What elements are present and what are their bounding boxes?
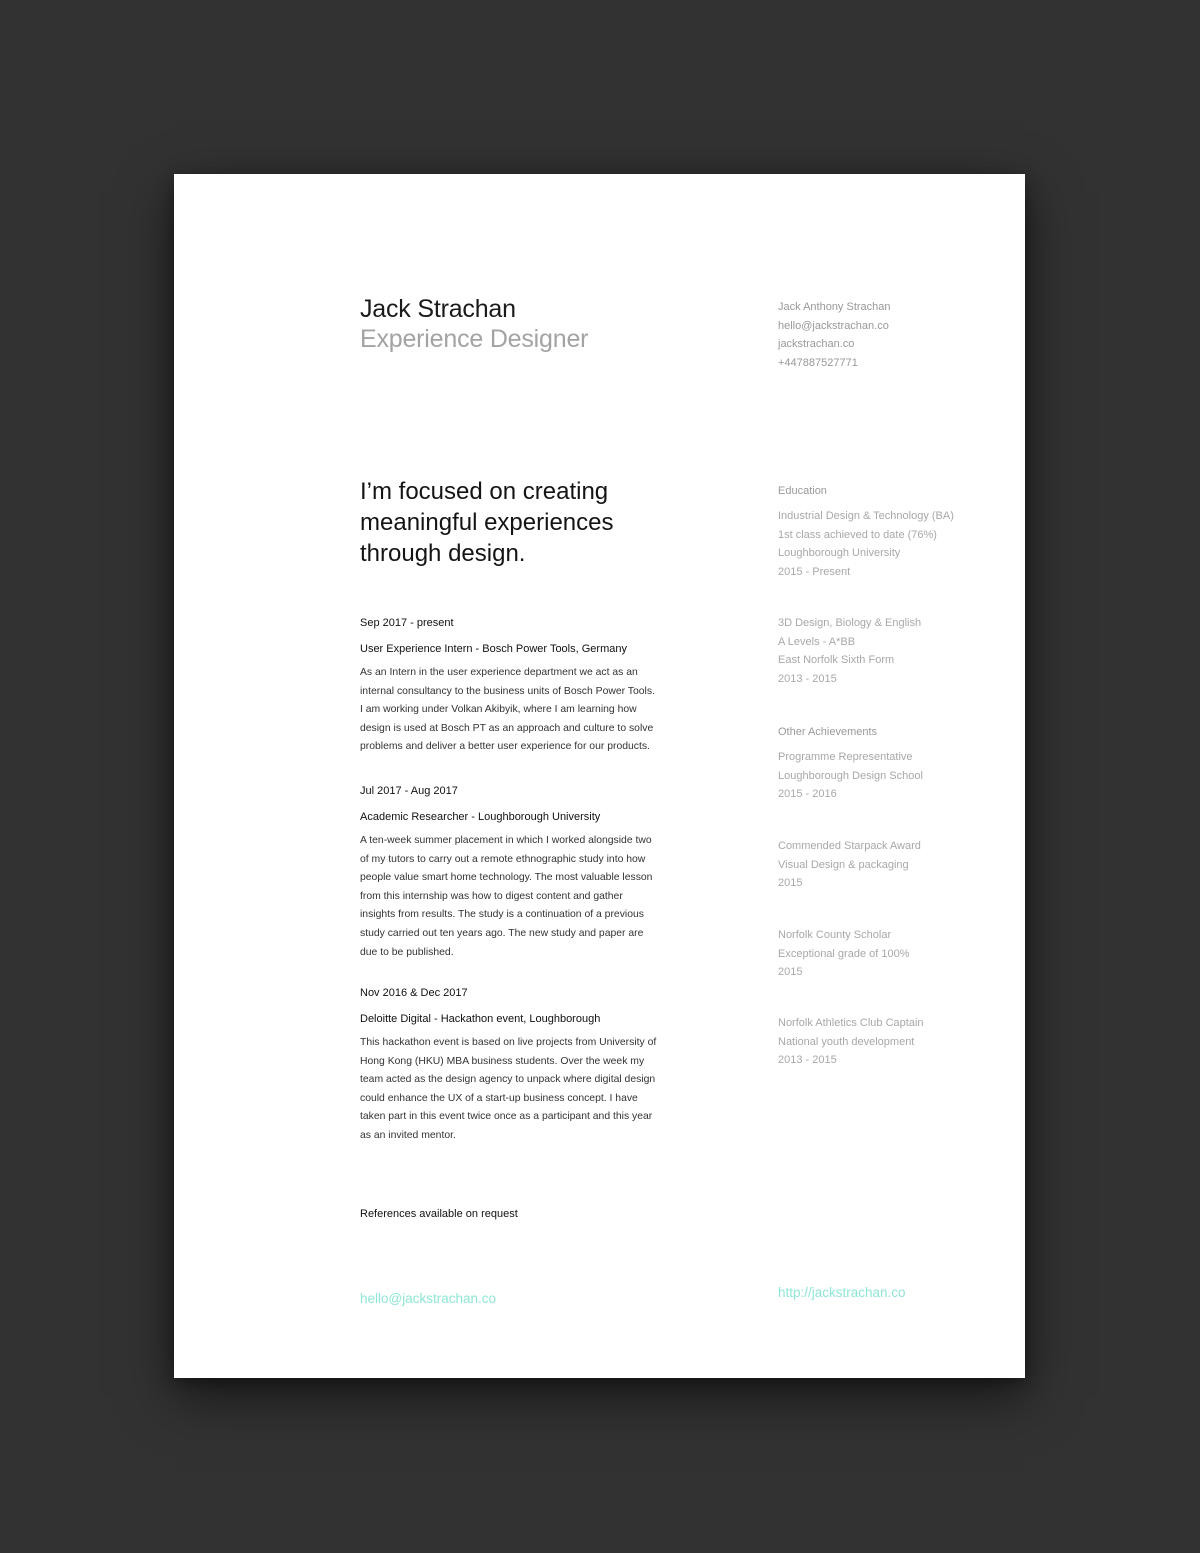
footer-website-link[interactable]: http://jackstrachan.co xyxy=(778,1285,906,1300)
description-line: due to be published. xyxy=(360,946,454,958)
description-line: A ten-week summer placement in which I worked alongside two xyxy=(360,835,652,846)
education-line: 2015 - Present xyxy=(778,566,851,579)
description-line: of my tutors to carry out a remote ethnographic study into how xyxy=(360,853,646,865)
experience-title: Academic Researcher - Loughborough University xyxy=(360,811,601,823)
description-line: I am working under Volkan Akibyik, where I am learning how xyxy=(360,704,637,716)
experience-description xyxy=(360,832,670,962)
resume-name: Jack Strachan xyxy=(360,295,516,323)
contact-full-name: Jack Anthony Strachan xyxy=(778,301,891,313)
experience-item xyxy=(360,986,670,1146)
experience-date: Sep 2017 - present xyxy=(360,617,454,629)
description-line: people value smart home technology. The most valuable lesson xyxy=(360,872,653,884)
description-line: taken part in this event twice once as a participant and this year xyxy=(360,1111,653,1123)
description-line: from this internship was how to digest content and gather xyxy=(360,890,623,902)
achievement-line: 2015 - 2016 xyxy=(778,788,837,801)
education-item xyxy=(778,614,921,689)
achievement-item xyxy=(778,748,923,804)
references-note: References available on request xyxy=(360,1208,518,1220)
description-line: insights from results. The study is a continuation of a previous xyxy=(360,909,644,921)
tagline-line: I’m focused on creating xyxy=(360,478,609,505)
achievement-item xyxy=(778,926,909,982)
experience-date: Jul 2017 - Aug 2017 xyxy=(360,785,458,797)
description-line: Hong Kong (HKU) MBA business students. Over the week my xyxy=(360,1055,645,1067)
tagline-line: through design. xyxy=(360,540,526,567)
contact-phone: +447887527771 xyxy=(778,357,858,370)
education-line: 3D Design, Biology & English xyxy=(778,617,922,629)
achievement-line: 2013 - 2015 xyxy=(778,1054,837,1067)
achievement-line: Loughborough Design School xyxy=(778,769,923,782)
achievement-line: Exceptional grade of 100% xyxy=(778,947,910,960)
education-line: Industrial Design & Technology (BA) xyxy=(778,510,954,522)
contact-details xyxy=(778,298,891,373)
education-line: A Levels - A*BB xyxy=(778,635,856,648)
experience-title: User Experience Intern - Bosch Power Tools, Germany xyxy=(360,643,627,655)
education-line: Loughborough University xyxy=(778,547,901,560)
achievement-line: Programme Representative xyxy=(778,751,913,763)
education-item xyxy=(778,507,954,582)
achievement-item xyxy=(778,1014,924,1070)
contact-email: hello@jackstrachan.co xyxy=(778,319,889,332)
experience-title: Deloitte Digital - Hackathon event, Loughborough xyxy=(360,1013,601,1025)
contact-website: jackstrachan.co xyxy=(778,338,855,351)
description-line: problems and deliver a better user experience for our products. xyxy=(360,741,650,753)
achievement-line: Norfolk Athletics Club Captain xyxy=(778,1017,924,1029)
footer-email-link[interactable]: hello@jackstrachan.co xyxy=(360,1291,497,1306)
description-line: This hackathon event is based on live projects from University of xyxy=(360,1037,657,1048)
education-line: 2013 - 2015 xyxy=(778,673,837,686)
achievements-heading: Other Achievements xyxy=(778,726,878,738)
experience-date: Nov 2016 & Dec 2017 xyxy=(360,987,468,999)
description-line: internal consultancy to the business units of Bosch Power Tools. xyxy=(360,685,655,697)
description-line: design is used at Bosch PT as an approach and culture to solve xyxy=(360,722,654,734)
education-line: East Norfolk Sixth Form xyxy=(778,654,895,667)
education-line: 1st class achieved to date (76%) xyxy=(778,528,937,541)
education-heading: Education xyxy=(778,485,827,497)
achievement-line: 2015 xyxy=(778,966,803,979)
description-line: as an invited mentor. xyxy=(360,1129,456,1141)
description-line: could enhance the UX of a start-up business concept. I have xyxy=(360,1092,638,1104)
tagline xyxy=(360,476,680,569)
experience-item xyxy=(360,784,670,962)
resume-page xyxy=(174,174,1025,1378)
experience-item xyxy=(360,616,670,757)
achievement-line: Commended Starpack Award xyxy=(778,840,921,852)
description-line: team acted as the design agency to unpack where digital design xyxy=(360,1074,656,1086)
achievement-line: Visual Design & packaging xyxy=(778,858,909,871)
description-line: As an Intern in the user experience department we act as an xyxy=(360,667,638,678)
achievement-line: 2015 xyxy=(778,877,803,890)
achievement-line: National youth development xyxy=(778,1035,915,1048)
description-line: study carried out ten years ago. The new study and paper are xyxy=(360,927,644,939)
achievement-item xyxy=(778,837,921,893)
experience-description xyxy=(360,1034,670,1146)
resume-role: Experience Designer xyxy=(360,325,589,353)
achievement-line: Norfolk County Scholar xyxy=(778,929,892,941)
tagline-line: meaningful experiences xyxy=(360,509,614,536)
experience-description xyxy=(360,664,670,757)
